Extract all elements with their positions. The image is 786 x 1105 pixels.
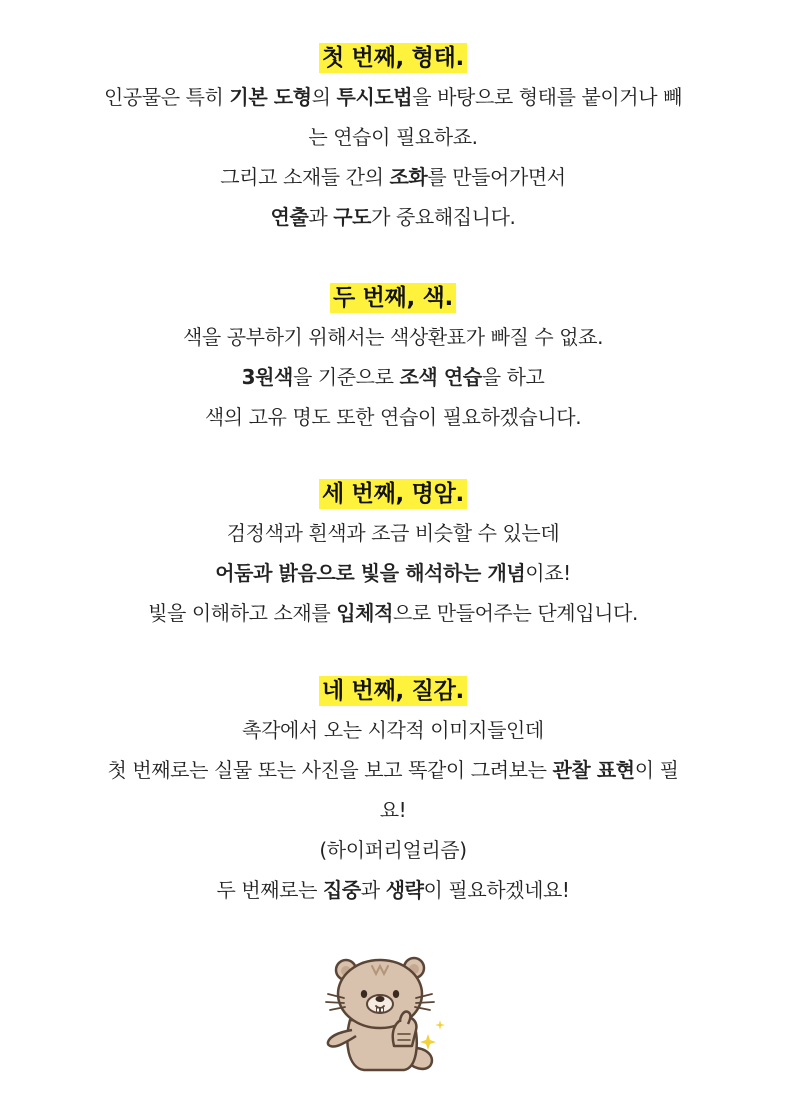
text-line — [0, 157, 786, 197]
heading-row — [0, 670, 786, 710]
text-line — [0, 710, 786, 750]
text-run-bold: 투시도법 — [336, 85, 413, 109]
text-run: 가 중요해집니다. — [371, 205, 516, 229]
heading-row — [0, 37, 786, 77]
text-run: 요! — [379, 798, 407, 822]
text-line — [0, 317, 786, 357]
text-run: 빛을 이해하고 소재를 — [148, 601, 337, 625]
text-line — [0, 870, 786, 910]
heading-row — [0, 277, 786, 317]
text-run: 이죠! — [525, 561, 571, 585]
text-run: 색의 고유 명도 또한 연습이 필요하겠습니다. — [204, 405, 582, 429]
text-run: 으로 만들어주는 단계입니다. — [393, 601, 638, 625]
text-run-bold: 입체적 — [336, 601, 393, 625]
text-run: 의 — [311, 85, 337, 109]
heading-row — [0, 473, 786, 513]
text-line — [0, 117, 786, 157]
section-shading — [0, 473, 786, 633]
text-run: 검정색과 흰색과 조금 비슷할 수 있는데 — [226, 521, 560, 545]
text-run-bold: 관찰 표현 — [552, 758, 635, 782]
section-heading: 두 번째, 색. — [330, 283, 456, 313]
text-run: 과 — [308, 205, 334, 229]
section-heading: 네 번째, 질감. — [319, 676, 467, 706]
text-run: 이 필요하겠네요! — [423, 878, 570, 902]
section-color — [0, 277, 786, 437]
text-run-bold: 어둠과 밝음으로 빛을 해석하는 개념 — [215, 561, 526, 585]
text-run-bold: 구도 — [333, 205, 372, 229]
text-line — [0, 553, 786, 593]
text-run-bold: 3원색 — [241, 365, 293, 389]
text-line — [0, 197, 786, 237]
text-run: 색을 공부하기 위해서는 색상환표가 빠질 수 없죠. — [182, 325, 604, 349]
text-run-bold: 기본 도형 — [229, 85, 312, 109]
text-line — [0, 830, 786, 870]
text-run: 는 연습이 필요하죠. — [308, 125, 478, 149]
text-run-bold: 생략 — [385, 878, 424, 902]
text-run: (하이퍼리얼리즘) — [319, 838, 467, 862]
text-run: 촉각에서 오는 시각적 이미지들인데 — [242, 718, 544, 742]
text-run: 인공물은 특히 — [103, 85, 230, 109]
section-heading: 첫 번째, 형태. — [319, 43, 467, 73]
text-line — [0, 790, 786, 830]
text-run: 과 — [360, 878, 386, 902]
text-run: 을 바탕으로 형태를 붙이거나 빼 — [412, 85, 683, 109]
text-run: 을 하고 — [481, 365, 545, 389]
text-line — [0, 513, 786, 553]
text-run-bold: 조화 — [389, 165, 428, 189]
text-line — [0, 750, 786, 790]
text-run: 첫 번째로는 실물 또는 사진을 보고 똑같이 그려보는 — [107, 758, 553, 782]
otter-mascot-icon — [320, 950, 450, 1075]
text-line — [0, 357, 786, 397]
text-run-bold: 연출 — [270, 205, 309, 229]
text-line — [0, 593, 786, 633]
text-run-bold: 집중 — [322, 878, 361, 902]
text-line — [0, 397, 786, 437]
section-heading: 세 번째, 명암. — [319, 479, 467, 509]
text-run: 이 필 — [634, 758, 679, 782]
text-run: 을 기준으로 — [292, 365, 400, 389]
section-texture — [0, 670, 786, 910]
text-run: 를 만들어가면서 — [427, 165, 566, 189]
text-run: 그리고 소재들 간의 — [220, 165, 390, 189]
text-line — [0, 77, 786, 117]
text-run-bold: 조색 연습 — [399, 365, 482, 389]
text-run: 두 번째로는 — [216, 878, 323, 902]
section-shape — [0, 37, 786, 237]
